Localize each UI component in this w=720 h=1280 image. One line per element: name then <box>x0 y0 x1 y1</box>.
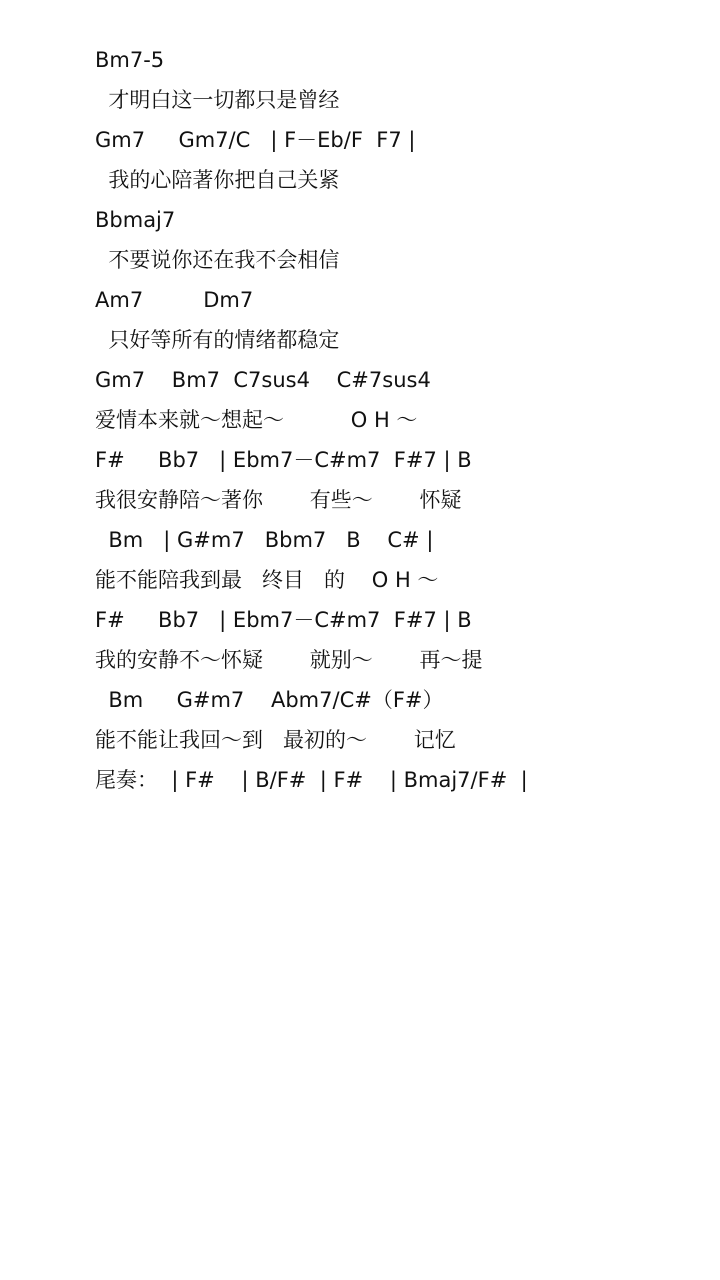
lyric-line: 我的安静不～怀疑 就别～ 再～提 <box>95 648 483 672</box>
lyric-line: 爱情本来就～想起～ O H ～ <box>95 408 418 432</box>
lyric-line: 能不能让我回～到 最初的～ 记忆 <box>95 728 456 752</box>
chord-line: Bbmaj7 <box>95 208 176 232</box>
chord-line: Bm | G#m7 Bbm7 B C# | <box>95 528 434 552</box>
chord-line: F# Bb7 | Ebm7－C#m7 F#7 | B <box>95 448 472 472</box>
chord-line: Bm G#m7 Abm7/C#（F#） <box>95 688 444 712</box>
lyric-line: 我的心陪著你把自己关紧 <box>95 168 340 192</box>
outro-line: 尾奏： | F# | B/F# | F# | Bmaj7/F# | <box>95 768 528 792</box>
chord-line: F# Bb7 | Ebm7－C#m7 F#7 | B <box>95 608 472 632</box>
lyric-line: 我很安静陪～著你 有些～ 怀疑 <box>95 488 462 512</box>
chord-lyric-sheet <box>95 40 695 800</box>
lyric-line: 能不能陪我到最 终目 的 O H ～ <box>95 568 439 592</box>
lyric-line: 只好等所有的情绪都稳定 <box>95 328 340 352</box>
chord-line: Gm7 Bm7 C7sus4 C#7sus4 <box>95 368 431 392</box>
chord-line: Gm7 Gm7/C | F－Eb/F F7 | <box>95 128 416 152</box>
chord-line: Bm7-5 <box>95 48 165 72</box>
lyric-line: 才明白这一切都只是曾经 <box>95 88 340 112</box>
lyric-line: 不要说你还在我不会相信 <box>95 248 340 272</box>
chord-line: Am7 Dm7 <box>95 288 254 312</box>
